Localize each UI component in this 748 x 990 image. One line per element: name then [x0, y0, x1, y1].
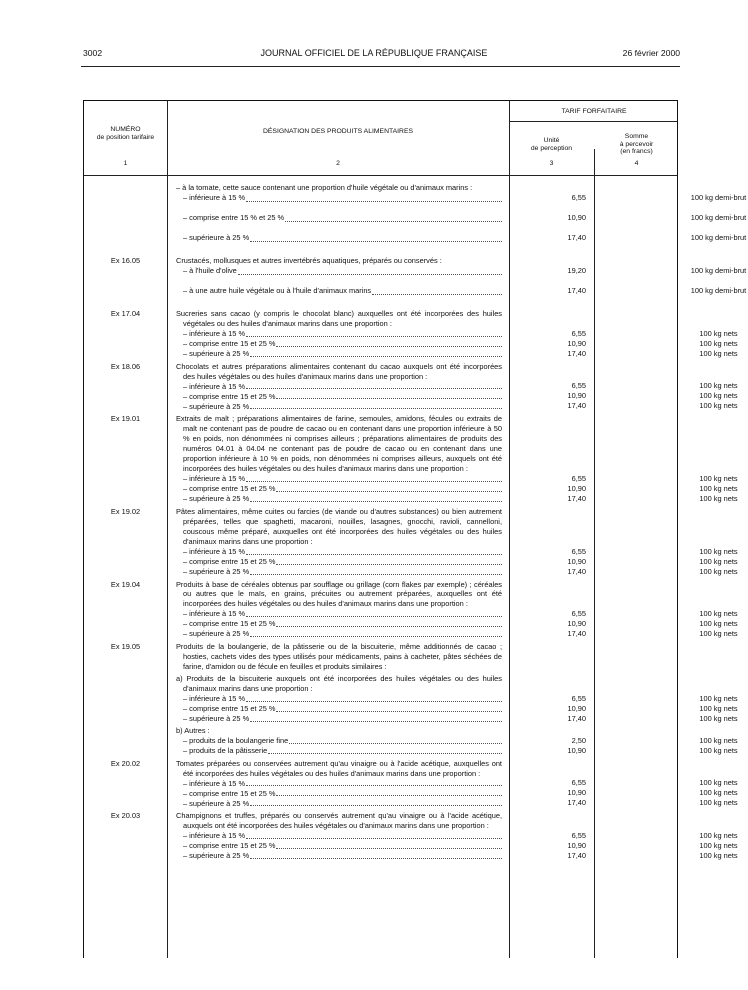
line-label: – comprise entre 15 et 25 %	[183, 841, 276, 851]
line-label: – supérieure à 25 %	[183, 401, 250, 411]
amount-francs: 10,90	[567, 483, 586, 493]
tariff-line	[176, 401, 738, 411]
tariff-table	[83, 100, 747, 958]
tariff-line	[176, 745, 738, 756]
unit-of-perception: 100 kg nets	[699, 788, 738, 798]
unit-of-perception: 100 kg demi-brut	[690, 232, 747, 242]
product-designation	[176, 579, 738, 640]
product-designation	[176, 361, 738, 412]
amount-francs: 17,40	[567, 713, 586, 723]
unit-of-perception: 100 kg nets	[699, 348, 738, 358]
line-label: – comprise entre 15 et 25 %	[183, 703, 276, 713]
product-designation	[176, 414, 738, 503]
unit-of-perception: 100 kg nets	[699, 338, 738, 348]
table-row	[84, 308, 738, 359]
col4-header	[594, 133, 679, 156]
dot-leader	[276, 397, 502, 399]
tariff-line	[176, 493, 738, 504]
col1-number: 1	[123, 160, 128, 167]
unit-of-perception: 100 kg nets	[699, 473, 738, 483]
dot-leader	[250, 635, 502, 637]
line-label: – comprise entre 15 et 25 %	[183, 483, 276, 493]
line-label: – supérieure à 25 %	[183, 232, 250, 242]
table-row	[84, 183, 747, 253]
tariff-line	[176, 212, 747, 233]
dot-leader	[276, 345, 502, 347]
unit-of-perception: 100 kg nets	[699, 778, 738, 788]
line-label: – comprise entre 15 et 25 %	[183, 391, 276, 401]
tariff-line	[176, 381, 738, 391]
dot-leader	[246, 387, 502, 389]
unit-of-perception: 100 kg nets	[699, 483, 738, 493]
dot-leader	[276, 563, 502, 565]
tariff-line	[176, 841, 738, 851]
tariff-position: Ex 16.05	[110, 255, 141, 265]
line-label: – produits de la boulangerie fine	[183, 735, 289, 745]
amount-francs: 10,90	[567, 703, 586, 713]
amount-francs: 17,40	[567, 285, 586, 295]
table-row	[84, 642, 738, 755]
product-designation	[176, 255, 747, 306]
line-label: – inférieure à 15 %	[183, 778, 246, 788]
tariff-position: Ex 18.06	[110, 361, 141, 371]
unit-of-perception: 100 kg nets	[699, 493, 738, 503]
col3-subtitle: de perception	[530, 144, 573, 152]
amount-francs: 17,40	[567, 493, 586, 503]
tariff-line	[176, 483, 738, 494]
line-label: – comprise entre 15 % et 25 %	[183, 212, 285, 222]
unit-of-perception: 100 kg nets	[699, 713, 738, 723]
line-label: – comprise entre 15 et 25 %	[183, 338, 276, 348]
tariff-line	[176, 693, 738, 704]
tariff-position: Ex 17.04	[110, 308, 141, 318]
amount-francs: 10,90	[567, 788, 586, 798]
amount-francs: 10,90	[567, 212, 586, 222]
tariff-line	[176, 629, 738, 639]
amount-francs: 17,40	[567, 232, 586, 242]
unit-of-perception: 100 kg nets	[699, 328, 738, 338]
unit-of-perception: 100 kg nets	[699, 831, 738, 841]
product-designation	[176, 642, 738, 755]
line-label: – comprise entre 15 et 25 %	[183, 788, 276, 798]
amount-francs: 19,20	[567, 265, 586, 275]
unit-of-perception: 100 kg nets	[699, 546, 738, 556]
unit-of-perception: 100 kg nets	[699, 629, 738, 639]
publication-date: 26 février 2000	[622, 48, 680, 58]
product-designation	[176, 758, 738, 809]
dot-leader	[250, 857, 502, 859]
product-designation	[176, 811, 738, 861]
col1-header	[84, 126, 167, 141]
amount-francs: 6,55	[571, 831, 586, 841]
amount-francs: 10,90	[567, 841, 586, 851]
dot-leader	[250, 804, 502, 806]
col3-header	[509, 137, 594, 152]
amount-francs: 6,55	[571, 693, 586, 703]
line-label: – supérieure à 25 %	[183, 713, 250, 723]
dot-leader	[246, 837, 502, 839]
tariff-line	[176, 703, 738, 714]
unit-of-perception: 100 kg nets	[699, 556, 738, 566]
col4-line1: Somme	[624, 133, 649, 140]
designation-text: Sucreries sans cacao (y compris le chocolat blanc) auxquelles ont été incorporées des huiles végétales ou des huiles d'animaux marins dans une proportion :	[176, 308, 502, 328]
subheading-b: b) Autres :	[176, 725, 210, 735]
col3-number: 3	[549, 160, 554, 167]
tariff-line	[176, 566, 738, 577]
unit-of-perception: 100 kg nets	[699, 735, 738, 745]
unit-of-perception: 100 kg nets	[699, 851, 738, 861]
tariff-position: Ex 19.04	[110, 579, 141, 589]
amount-francs: 10,90	[567, 556, 586, 566]
dot-leader	[246, 335, 502, 337]
table-body	[84, 181, 747, 861]
tariff-line	[176, 473, 738, 484]
table-row	[84, 361, 738, 412]
amount-francs: 2,50	[571, 735, 586, 745]
subheading-a: a) Produits de la biscuiterie auxquels ont été incorporées des huiles végétales ou des huiles d'animaux marins dans une proportion :	[176, 673, 502, 693]
amount-francs: 6,55	[571, 546, 586, 556]
dot-leader	[250, 720, 502, 722]
amount-francs: 10,90	[567, 338, 586, 348]
tariff-line	[176, 778, 738, 788]
page-number: 3002	[83, 48, 103, 58]
table-row	[84, 579, 738, 640]
line-label: – inférieure à 15 %	[183, 473, 246, 483]
line-label: – inférieure à 15 %	[183, 381, 246, 391]
tariff-line	[176, 619, 738, 629]
line-label: – supérieure à 25 %	[183, 798, 250, 808]
group-header-rule	[509, 121, 677, 122]
tariff-position: Ex 19.01	[110, 414, 141, 424]
dot-leader	[372, 293, 502, 295]
tariff-line	[176, 831, 738, 841]
unit-of-perception: 100 kg nets	[699, 401, 738, 411]
unit-of-perception: 100 kg nets	[699, 703, 738, 713]
unit-of-perception: 100 kg nets	[699, 619, 738, 629]
header-rule	[81, 66, 680, 67]
col4-line3: (en francs)	[620, 148, 653, 156]
dot-leader	[246, 200, 502, 202]
amount-francs: 17,40	[567, 629, 586, 639]
amount-francs: 6,55	[571, 381, 586, 391]
line-label: – comprise entre 15 et 25 %	[183, 619, 276, 629]
col1-title: NUMÉRO	[110, 126, 141, 133]
designation-text: Champignons et truffes, préparés ou conservés autrement qu'au vinaigre ou à l'acide acétique, auxquels ont été incorporées des huiles végétales ou d'animaux marins dans une proportion :	[176, 811, 502, 831]
amount-francs: 10,90	[567, 745, 586, 755]
designation-text: Pâtes alimentaires, même cuites ou farcies (de viande ou d'autres substances) ou bien autrement préparées, telles que spaghetti, macaroni, nouilles, lasagnes, gnocchi, ravioli, cannelloni, couscous même préparé, auxquelles ont été incorporées des huiles végétales ou des huiles d'animaux marins dans une proportion :	[176, 506, 502, 546]
amount-francs: 6,55	[571, 609, 586, 619]
unit-of-perception: 100 kg demi-brut	[690, 212, 747, 222]
col4-number: 4	[634, 160, 639, 167]
line-label: – inférieure à 15 %	[183, 328, 246, 338]
amount-francs: 17,40	[567, 798, 586, 808]
line-label: – à l'huile d'olive	[183, 265, 237, 275]
col1-subtitle: de position tarifaire	[96, 133, 155, 141]
tariff-line	[176, 798, 738, 808]
table-row	[84, 811, 738, 861]
tariff-position: Ex 20.02	[110, 758, 141, 768]
amount-francs: 10,90	[567, 391, 586, 401]
col4-line2: à percevoir	[619, 140, 654, 148]
dot-leader	[250, 573, 502, 575]
dot-leader	[276, 490, 502, 492]
dot-leader	[276, 847, 502, 849]
col3-title: Unité	[543, 137, 560, 144]
tariff-line	[176, 851, 738, 861]
line-label: – supérieure à 25 %	[183, 851, 250, 861]
unit-of-perception: 100 kg nets	[699, 391, 738, 401]
table-row	[84, 255, 747, 306]
amount-francs: 17,40	[567, 851, 586, 861]
tariff-line	[176, 328, 738, 339]
tariff-line	[176, 192, 747, 213]
line-label: – inférieure à 15 %	[183, 546, 246, 556]
unit-of-perception: 100 kg demi-brut	[690, 285, 747, 295]
amount-francs: 17,40	[567, 566, 586, 576]
dot-leader	[246, 480, 502, 482]
amount-francs: 17,40	[567, 401, 586, 411]
tariff-line	[176, 391, 738, 401]
line-label: – inférieure à 15 %	[183, 609, 246, 619]
designation-text: Produits de la boulangerie, de la pâtisserie ou de la biscuiterie, même additionnés de cacao ; hosties, cachets vides des types utilisés pour médicaments, pains à cacheter, pâtes séchées de farine, d'amidon ou de fécule en feuilles et produits similaires :	[176, 642, 502, 672]
line-label: – supérieure à 25 %	[183, 566, 250, 576]
dot-leader	[250, 500, 502, 502]
line-label: – à une autre huile végétale ou à l'huile d'animaux marins	[183, 285, 372, 295]
unit-of-perception: 100 kg nets	[699, 693, 738, 703]
journal-title: JOURNAL OFFICIEL DE LA RÉPUBLIQUE FRANÇAISE	[260, 48, 488, 58]
line-label: – produits de la pâtisserie	[183, 745, 268, 755]
tariff-line	[176, 348, 738, 359]
unit-of-perception: 100 kg nets	[699, 381, 738, 391]
dot-leader	[246, 784, 502, 786]
dot-leader	[238, 273, 502, 275]
dot-leader	[250, 407, 502, 409]
unit-of-perception: 100 kg demi-brut	[690, 265, 747, 275]
dot-leader	[246, 553, 502, 555]
dot-leader	[246, 615, 502, 617]
unit-of-perception: 100 kg nets	[699, 609, 738, 619]
line-label: – inférieure à 15 %	[183, 831, 246, 841]
dot-leader	[285, 220, 502, 222]
tariff-position: Ex 19.02	[110, 506, 141, 516]
group-title: TARIF FORFAITAIRE	[561, 108, 627, 115]
amount-francs: 10,90	[567, 619, 586, 629]
tariff-line	[176, 338, 738, 349]
unit-of-perception: 100 kg nets	[699, 798, 738, 808]
table-row	[84, 758, 738, 809]
tariff-line	[176, 285, 747, 306]
amount-francs: 17,40	[567, 348, 586, 358]
product-designation	[176, 183, 747, 253]
dot-leader	[250, 355, 502, 357]
line-label: – supérieure à 25 %	[183, 493, 250, 503]
product-designation	[176, 506, 738, 577]
tariff-line	[176, 556, 738, 567]
tariff-line	[176, 546, 738, 557]
amount-francs: 6,55	[571, 473, 586, 483]
dot-leader	[289, 742, 502, 744]
header-bottom-rule	[84, 175, 677, 176]
line-label: – supérieure à 25 %	[183, 348, 250, 358]
tariff-position: Ex 20.03	[110, 811, 141, 821]
designation-text: Produits à base de céréales obtenus par soufflage ou grillage (corn flakes par exemple) ; céréales ou autres que le maïs, en grains, précuites ou autrement préparées, auxquelles ont été incorporées des huiles végétales ou des huiles d'animaux marins dans une proportion :	[176, 579, 502, 609]
dot-leader	[246, 700, 502, 702]
designation-text: – à la tomate, cette sauce contenant une proportion d'huile végétale ou d'animaux marins :	[176, 183, 473, 192]
tariff-line	[176, 609, 738, 619]
col2-title: DÉSIGNATION DES PRODUITS ALIMENTAIRES	[262, 128, 414, 135]
amount-francs: 6,55	[571, 328, 586, 338]
dot-leader	[276, 710, 502, 712]
table-row	[84, 414, 738, 503]
tariff-line	[176, 735, 738, 746]
amount-francs: 6,55	[571, 192, 586, 202]
col2-number: 2	[336, 160, 340, 167]
table-row	[84, 506, 738, 577]
line-label: – inférieure à 15 %	[183, 192, 246, 202]
line-label: – supérieure à 25 %	[183, 629, 250, 639]
line-label: – comprise entre 15 et 25 %	[183, 556, 276, 566]
tariff-line	[176, 265, 747, 286]
tariff-line	[176, 713, 738, 724]
line-label: – inférieure à 15 %	[183, 693, 246, 703]
unit-of-perception: 100 kg nets	[699, 566, 738, 576]
tariff-position: Ex 19.05	[110, 642, 141, 652]
dot-leader	[276, 625, 502, 627]
dot-leader	[250, 240, 502, 242]
tariff-line	[176, 232, 747, 253]
designation-text: Crustacés, mollusques et autres invertébrés aquatiques, préparés ou conservés :	[176, 255, 442, 265]
product-designation	[176, 308, 738, 359]
amount-francs: 6,55	[571, 778, 586, 788]
dot-leader	[268, 752, 502, 754]
tariff-line	[176, 788, 738, 798]
unit-of-perception: 100 kg nets	[699, 841, 738, 851]
dot-leader	[276, 794, 502, 796]
designation-text: Tomates préparées ou conservées autrement qu'au vinaigre ou à l'acide acétique, auxquelles ont été incorporées des huiles végétales ou des huiles d'animaux marins dans une proportion :	[176, 758, 502, 778]
unit-of-perception: 100 kg nets	[699, 745, 738, 755]
designation-text: Chocolats et autres préparations alimentaires contenant du cacao auxquels ont été incorporées des huiles végétales ou des huiles d'animaux marins dans une proportion :	[176, 361, 502, 381]
designation-text: Extraits de malt ; préparations alimentaires de farine, semoules, amidons, fécules ou extraits de malt ne contenant pas de poudre de cacao ou en contenant dans une proportion inférieure à 50 % en poids, non dénommées ni comprises ailleurs ; préparations alimentaires de produits des numéros 04.01 à 04.04 ne contenant pas de poudre de cacao ou en contenant dans une proportion inférieure à 10 % en poids, non dénommées ni comprises ailleurs, auxquels ont été incorporées des huiles végétales ou des huiles d'animaux marins dans une proportion :	[176, 414, 502, 473]
unit-of-perception: 100 kg demi-brut	[690, 192, 747, 202]
